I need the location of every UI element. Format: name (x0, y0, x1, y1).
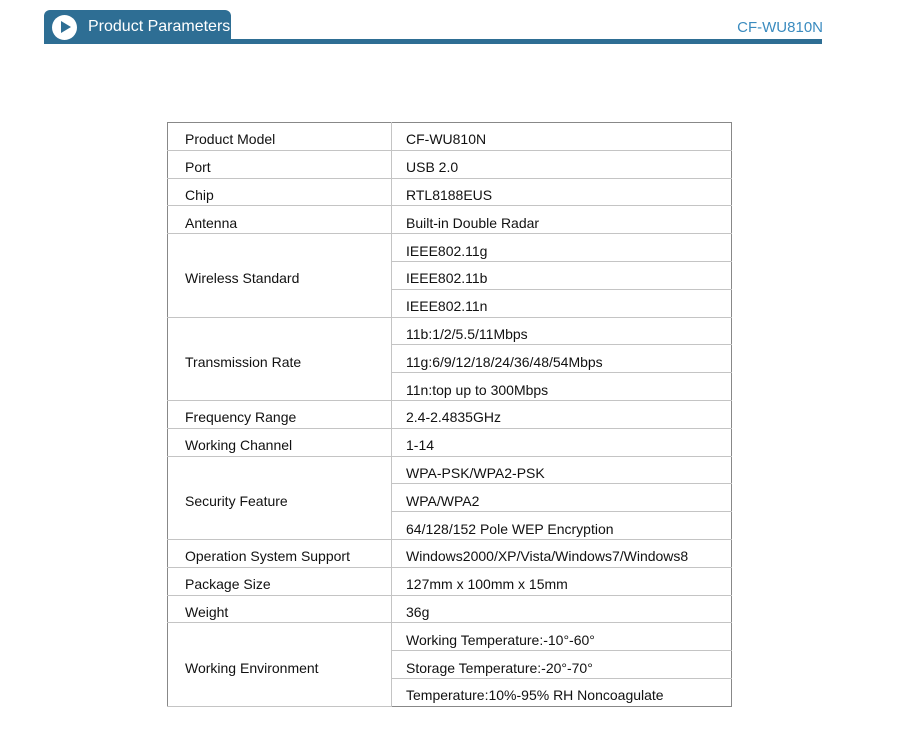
spec-value-cell (392, 150, 732, 178)
spec-label-cell (168, 317, 392, 400)
section-header-bar (44, 39, 822, 44)
table-row (168, 206, 732, 234)
spec-label-cell (168, 178, 392, 206)
spec-label-cell (168, 400, 392, 428)
spec-label: Package Size (185, 576, 271, 593)
spec-value-cell (392, 345, 732, 373)
spec-label: Chip (185, 186, 214, 203)
spec-label: Working Environment (185, 659, 319, 676)
spec-value: 11b:1/2/5.5/11Mbps (406, 325, 528, 342)
table-row (168, 150, 732, 178)
spec-value-cell (392, 678, 732, 706)
spec-label-cell (168, 123, 392, 151)
spec-value: 2.4-2.4835GHz (406, 409, 501, 426)
spec-value-cell (392, 373, 732, 401)
spec-value-cell (392, 428, 732, 456)
spec-value: 64/128/152 Pole WEP Encryption (406, 520, 614, 537)
spec-value-cell (392, 289, 732, 317)
table-row (168, 178, 732, 206)
section-title: Product Parameters (88, 18, 231, 35)
spec-label-cell (168, 456, 392, 539)
spec-value: IEEE802.11b (406, 270, 488, 287)
spec-label-cell (168, 595, 392, 623)
spec-label-cell (168, 234, 392, 317)
table-row (168, 595, 732, 623)
spec-label-cell (168, 567, 392, 595)
table-row (168, 400, 732, 428)
table-row (168, 539, 732, 567)
spec-value: Storage Temperature:-20°-70° (406, 659, 593, 676)
spec-label: Wireless Standard (185, 270, 300, 287)
spec-label: Frequency Range (185, 409, 297, 426)
spec-label-cell (168, 206, 392, 234)
spec-value-cell (392, 206, 732, 234)
spec-label-cell (168, 428, 392, 456)
spec-value: IEEE802.11g (406, 242, 488, 259)
product-parameters-table (167, 122, 732, 707)
spec-value-cell (392, 400, 732, 428)
product-model-code: CF-WU810N (737, 19, 823, 36)
spec-value: WPA/WPA2 (406, 492, 480, 509)
play-icon (52, 15, 77, 40)
spec-value-cell (392, 623, 732, 651)
spec-label-cell (168, 539, 392, 567)
spec-label: Security Feature (185, 492, 288, 509)
spec-value: 127mm x 100mm x 15mm (406, 576, 568, 593)
spec-label: Transmission Rate (185, 353, 302, 370)
spec-value: 36g (406, 603, 430, 620)
spec-value-cell (392, 567, 732, 595)
spec-value: 1-14 (406, 437, 435, 454)
table-row (168, 623, 732, 651)
spec-value: USB 2.0 (406, 159, 459, 176)
spec-label: Working Channel (185, 437, 293, 454)
table-row (168, 317, 732, 345)
spec-label: Antenna (185, 214, 238, 231)
spec-value-cell (392, 595, 732, 623)
spec-value: WPA-PSK/WPA2-PSK (406, 464, 545, 481)
table-row (168, 567, 732, 595)
spec-value-cell (392, 539, 732, 567)
spec-label: Product Model (185, 131, 276, 148)
table-row (168, 456, 732, 484)
spec-value-cell (392, 123, 732, 151)
spec-value-cell (392, 484, 732, 512)
spec-label: Port (185, 159, 211, 176)
spec-label-cell (168, 623, 392, 706)
spec-value-cell (392, 234, 732, 262)
spec-value-cell (392, 512, 732, 540)
spec-value: Built-in Double Radar (406, 214, 540, 231)
table-row (168, 428, 732, 456)
spec-value: Temperature:10%-95% RH Noncoagulate (406, 687, 664, 704)
spec-value: Working Temperature:-10°-60° (406, 631, 595, 648)
spec-value-cell (392, 178, 732, 206)
spec-label-cell (168, 150, 392, 178)
spec-value-cell (392, 317, 732, 345)
spec-value: Windows2000/XP/Vista/Windows7/Windows8 (406, 548, 689, 565)
spec-value: IEEE802.11n (406, 298, 488, 315)
spec-label: Operation System Support (185, 548, 350, 565)
spec-value: CF-WU810N (406, 131, 487, 148)
spec-value: RTL8188EUS (406, 186, 493, 203)
spec-value-cell (392, 651, 732, 679)
spec-value: 11n:top up to 300Mbps (406, 381, 549, 398)
spec-value: 11g:6/9/12/18/24/36/48/54Mbps (406, 353, 603, 370)
table-row (168, 123, 732, 151)
spec-value-cell (392, 261, 732, 289)
spec-label: Weight (185, 603, 229, 620)
spec-value-cell (392, 456, 732, 484)
table-row (168, 234, 732, 262)
